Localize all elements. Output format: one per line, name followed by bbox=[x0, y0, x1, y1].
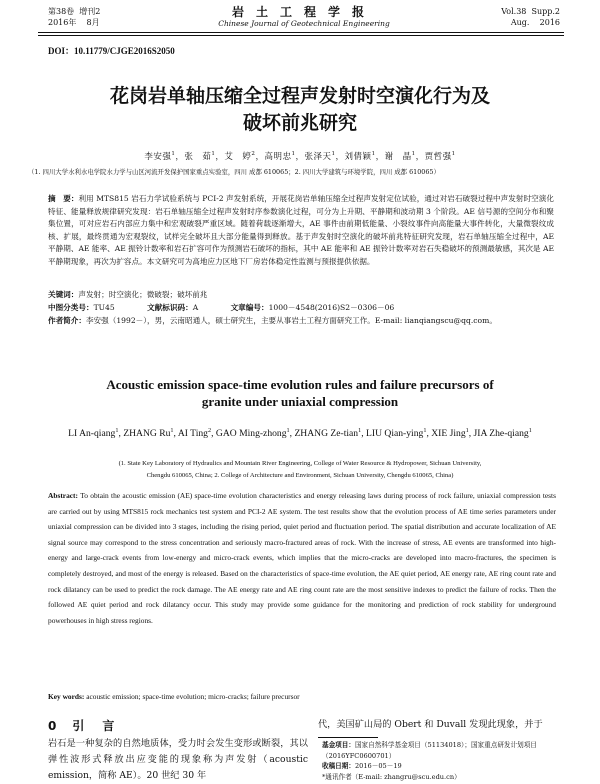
en-author: XIE Jing$^1$ bbox=[431, 427, 469, 440]
article-no-label: 文章编号： bbox=[230, 303, 269, 312]
cn-author: 艾 婷$^2$ bbox=[224, 151, 256, 162]
cn-author: 张 茹$^1$ bbox=[184, 151, 216, 162]
header-rule-thick bbox=[38, 32, 564, 33]
section-heading bbox=[48, 717, 132, 734]
author-bio bbox=[48, 315, 554, 328]
affiliation-en-line1: (1. State Key Laboratory of Hydraulics and Mountain River Engineering, College of Water Resource & Hydropower, Sichuan University, bbox=[118, 460, 482, 467]
author-bio-text: 李安强（1992－），男，云南昭通人，硕士研究生，主要从事岩土工程方面研究工作。E-mail: lianqiangscu@qq.com。 bbox=[85, 316, 497, 325]
classification-line bbox=[48, 302, 554, 315]
cn-author-affil-mark: 2 bbox=[251, 151, 256, 158]
title-en-line2: granite under uniaxial compression bbox=[201, 394, 399, 409]
title-cn bbox=[60, 83, 540, 137]
footnotes bbox=[322, 740, 566, 782]
abstract-en bbox=[48, 488, 556, 628]
section-number: 0 bbox=[48, 719, 59, 733]
footnote-received-label: 收稿日期： bbox=[322, 762, 355, 770]
en-author-affil-mark: 1 bbox=[423, 427, 427, 434]
keywords-cn-text: 声发射；时空演化；微破裂；破坏前兆 bbox=[78, 290, 208, 299]
abstract-en-text: To obtain the acoustic emission (AE) space-time evolution characteristics and energy releasing laws during process of rock failure, uniaxial compression tests are carried out by using MTS815 rock mechanics test system and PCI-2 AE system. The test results show that the evolution process of AE time series parameters under uniaxial compression can be divided into 3 stages, including the rising period, quiet period and fluctuation period. The spatial distribution and accurate localization of AE signal source may correspond to the stress concentration and seriously macro-fractured areas of rock. With the increase of stress, AE events are transformed into high-energy and large-crack events from low-energy and micro-crack events, which implies that the micro-cracks are developed into macro-fractures, the specimen is completely destroyed, and most of the energy is released. Based on the characteristics of space-time evolution, the AE quiet period, AE energy rate, AE ring count rate and rock dilatancy can be used to predict the rock damage. The AE energy rate and AE ring count rate are the most sensitive indexes to predict the failure of rocks. Then the followed AE quiet period and rock dilatancy occur. This study may provide some guidance for the monitoring and prediction of rock stability for underground powerhouses in high stress regions. bbox=[48, 491, 556, 625]
body-text-left: 岩石是一种复杂的自然地质体，受力时会发生变形或断裂，其以弹性波形式释放出应变能的现象称为声发射（acoustic emission，简称 AE）。20 世纪 30 年 bbox=[48, 738, 308, 781]
en-author: AI Ting$^2$ bbox=[177, 427, 212, 440]
cn-author-affil-mark: 1 bbox=[451, 151, 456, 158]
en-author: JIA Zhe-qiang$^1$ bbox=[473, 427, 532, 440]
en-author: GAO Ming-zhong$^1$ bbox=[215, 427, 290, 440]
cn-author: 李安强$^1$ bbox=[144, 151, 176, 162]
en-author: LIU Qian-ying$^1$ bbox=[366, 427, 427, 440]
keywords-cn bbox=[48, 289, 554, 302]
cn-author-affil-mark: 1 bbox=[211, 151, 216, 158]
doc-code-label: 文献标识码： bbox=[147, 303, 193, 312]
clc-label: 中图分类号： bbox=[48, 303, 94, 312]
cn-author: 张泽天$^1$ bbox=[304, 151, 336, 162]
doc-code-value: A bbox=[192, 303, 199, 312]
authors-cn: 李安强$^1$，张 茹$^1$，艾 婷$^2$，高明忠$^1$，张泽天$^1$，刘倩颖$^1$，谢 晶$^1$，贾哲强$^1$ bbox=[144, 151, 456, 162]
cn-author-affil-mark: 1 bbox=[371, 151, 376, 158]
header-month-en: Aug. bbox=[510, 18, 530, 27]
footnote-corresponding: *通讯作者（E-mail: zhangru@scu.edu.cn） bbox=[322, 772, 461, 781]
cn-author-affil-mark: 1 bbox=[411, 151, 416, 158]
header-supplement-cn: 增刊2 bbox=[79, 7, 101, 16]
header-volume-en: Vol.38 bbox=[501, 7, 527, 16]
header-year-en: 2016 bbox=[539, 18, 560, 27]
journal-name-en: Chinese Journal of Geotechnical Engineering bbox=[218, 19, 390, 28]
body-text-right: 代，美国矿山局的 Obert 和 Duvall 发现此现象，并于 bbox=[318, 719, 543, 730]
affiliation-cn: （1. 四川大学水利水电学院水力学与山区河流开发保护国家重点实验室，四川 成都 610065；2. 四川大学建筑与环境学院，四川 成都 610065） bbox=[28, 168, 440, 176]
cn-author-affil-mark: 1 bbox=[331, 151, 336, 158]
abstract-cn bbox=[48, 193, 554, 269]
footnote-fund-text: 国家自然科学基金项目（51134018）；国家重点研发计划项目（2016YFC0600701） bbox=[322, 741, 537, 760]
header-month-cn: 8月 bbox=[86, 18, 100, 27]
en-author: LI An-qiang$^1$ bbox=[68, 427, 119, 440]
header-rule-thin bbox=[38, 35, 564, 36]
clc-value: TU45 bbox=[93, 303, 115, 312]
keywords-cn-label: 关键词： bbox=[48, 290, 79, 299]
title-cn-line1: 花岗岩单轴压缩全过程声发射时空演化行为及 bbox=[109, 85, 490, 107]
en-author-affil-mark: 1 bbox=[286, 427, 290, 434]
cn-author: 高明忠$^1$ bbox=[264, 151, 296, 162]
header-center bbox=[48, 6, 560, 28]
authors-en: LI An-qiang$^1$, ZHANG Ru$^1$, AI Ting$^2$, GAO Ming-zhong$^1$, ZHANG Ze-tian$^1$, LIU Qian-ying$^1$, XIE Jing$^1$, JIA Zhe-qiang$^1$ bbox=[68, 427, 532, 440]
en-author-affil-mark: 1 bbox=[115, 427, 119, 434]
footnote-fund bbox=[322, 740, 566, 761]
cn-author-affil-mark: 1 bbox=[171, 151, 176, 158]
doi[interactable]: DOI：10.11779/CJGE2016S2050 bbox=[48, 46, 175, 56]
cn-author: 刘倩颖$^1$ bbox=[344, 151, 376, 162]
abstract-cn-label: 摘 要： bbox=[48, 194, 79, 203]
abstract-cn-text: 利用 MTS815 岩石力学试验系统与 PCI-2 声发射系统，开展花岗岩单轴压缩全过程声发射定位试验，通过对岩石破裂过程中声发射时空演化特征、能量释放规律研究发现：岩石单轴压缩全过程声发射时序参数演化过程，可分为上升期、平静期和波动期 3 个阶段。AE 信号源的空间分布和聚集位置，可对应岩石内部应力集中和宏观破裂严重区域。随着荷载逐渐增大，AE 事件由前期低能量、小裂纹事件向高能量大事件转化，大量微裂纹成核、扩展，最终贯通为宏观裂纹，试样完全破坏且大部分能量得到释放。基于声发射时空演化的破坏前兆特征研究发现，岩石单轴压缩全过程中，AE 平静期、AE 能率、AE 振铃计数率和岩石扩容可作为预测岩石破坏的指标，其中 AE 能率和 AE 振铃计数率对岩石失稳破坏的预测最敏感，其次是 AE 平静期现象，再次为扩容点。本文研究可为高地应力区地下厂房岩体稳定性监测与预报提供依据。 bbox=[48, 194, 554, 266]
keywords-en-text: acoustic emission; space-time evolution; micro-cracks; failure precursor bbox=[86, 692, 300, 701]
affiliation-en bbox=[40, 458, 560, 482]
cn-author-affil-mark: 1 bbox=[291, 151, 296, 158]
journal-name-cn: 岩土工程学报 bbox=[231, 5, 376, 19]
running-header bbox=[48, 6, 560, 32]
author-bio-label: 作者简介： bbox=[48, 316, 86, 325]
en-author: ZHANG Ru$^1$ bbox=[123, 427, 174, 440]
en-author-affil-mark: 1 bbox=[170, 427, 174, 434]
title-cn-line2: 破坏前兆研究 bbox=[242, 112, 357, 134]
keywords-en bbox=[48, 692, 556, 701]
affiliation-en-line2: Chengdu 610065, China; 2. College of Architecture and Environment, Sichuan University, Chengdu 610065, China) bbox=[146, 472, 454, 479]
title-en-line1: Acoustic emission space-time evolution rules and failure precursors of bbox=[106, 377, 494, 392]
en-author-affil-mark: 1 bbox=[465, 427, 469, 434]
en-author-affil-mark: 1 bbox=[358, 427, 362, 434]
keywords-en-label: Key words: bbox=[48, 692, 85, 701]
footnote-received-text: 2016－05－19 bbox=[354, 762, 402, 770]
section-title: 引言 bbox=[72, 719, 133, 733]
title-en bbox=[40, 376, 560, 410]
article-no-value: 1000－4548(2016)S2－0306－06 bbox=[268, 303, 395, 312]
cn-author: 贾哲强$^1$ bbox=[424, 151, 456, 162]
header-year-cn: 2016年 bbox=[48, 18, 77, 27]
footnote-received bbox=[322, 761, 566, 772]
en-author: ZHANG Ze-tian$^1$ bbox=[294, 427, 362, 440]
en-author-affil-mark: 2 bbox=[207, 427, 212, 434]
footnote-fund-label: 基金项目： bbox=[322, 741, 355, 749]
header-volume-cn: 第38卷 bbox=[48, 7, 75, 16]
en-author-affil-mark: 1 bbox=[528, 427, 532, 434]
cn-author: 谢 晶$^1$ bbox=[384, 151, 416, 162]
footnote-rule bbox=[318, 737, 378, 738]
header-right bbox=[501, 6, 560, 28]
abstract-en-label: Abstract: bbox=[48, 491, 78, 500]
header-supplement-en: Supp.2 bbox=[531, 7, 560, 16]
